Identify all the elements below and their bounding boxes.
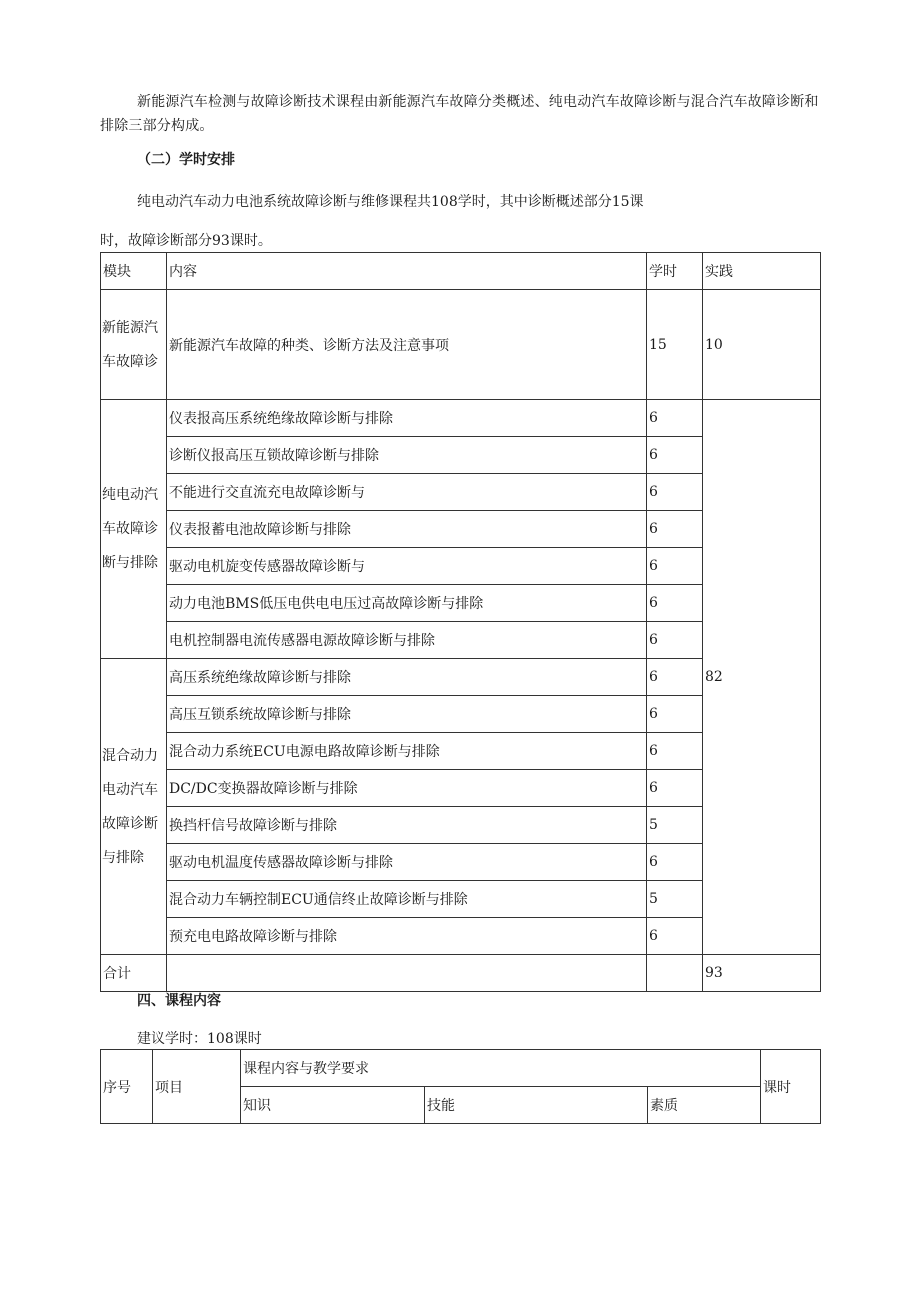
content-cell: 新能源汽车故障的种类、诊断方法及注意事项 bbox=[167, 290, 647, 400]
header-quality: 素质 bbox=[648, 1087, 761, 1124]
practice-merged-cell: 82 bbox=[703, 400, 821, 955]
table-header-row bbox=[101, 1050, 821, 1087]
header-skill: 技能 bbox=[425, 1087, 648, 1124]
content-cell: 预充电电路故障诊断与排除 bbox=[167, 918, 647, 955]
total-content-cell bbox=[167, 955, 647, 992]
header-hours: 课时 bbox=[761, 1050, 821, 1124]
content-cell: 诊断仪报高压互锁故障诊断与排除 bbox=[167, 437, 647, 474]
content-cell: 仪表报蓄电池故障诊断与排除 bbox=[167, 511, 647, 548]
header-module: 模块 bbox=[101, 253, 167, 290]
hours-cell: 6 bbox=[647, 844, 703, 881]
header-project: 项目 bbox=[153, 1050, 241, 1124]
header-requirements: 课程内容与教学要求 bbox=[241, 1050, 761, 1087]
table-header-row bbox=[101, 253, 821, 290]
suggested-hours: 建议学时：108课时 bbox=[137, 1031, 262, 1047]
hours-cell: 6 bbox=[647, 474, 703, 511]
header-content: 内容 bbox=[167, 253, 647, 290]
content-cell: 动力电池BMS低压电供电电压过高故障诊断与排除 bbox=[167, 585, 647, 622]
hours-cell: 6 bbox=[647, 400, 703, 437]
section-hours-title: （二）学时安排 bbox=[137, 152, 235, 168]
hours-table bbox=[100, 252, 821, 992]
content-cell: 混合动力车辆控制ECU通信终止故障诊断与排除 bbox=[167, 881, 647, 918]
hours-cell: 6 bbox=[647, 918, 703, 955]
content-cell: DC/DC变换器故障诊断与排除 bbox=[167, 770, 647, 807]
hours-cell: 6 bbox=[647, 622, 703, 659]
hours-cell: 5 bbox=[647, 807, 703, 844]
total-row bbox=[101, 955, 821, 992]
practice-cell: 10 bbox=[703, 290, 821, 400]
table-row bbox=[101, 290, 821, 400]
table-row bbox=[101, 400, 821, 437]
module-cell: 新能源汽 车故障诊 bbox=[101, 290, 167, 400]
content-cell: 电机控制器电流传感器电源故障诊断与排除 bbox=[167, 622, 647, 659]
hours-cell: 6 bbox=[647, 437, 703, 474]
header-seq: 序号 bbox=[101, 1050, 153, 1124]
content-cell: 换挡杆信号故障诊断与排除 bbox=[167, 807, 647, 844]
total-label: 合计 bbox=[101, 955, 167, 992]
hours-cell: 6 bbox=[647, 770, 703, 807]
module-cell: 纯电动汽 车故障诊 断与排除 bbox=[101, 400, 167, 659]
total-practice: 93 bbox=[703, 955, 821, 992]
hours-cell: 6 bbox=[647, 659, 703, 696]
content-cell: 驱动电机旋变传感器故障诊断与 bbox=[167, 548, 647, 585]
header-practice: 实践 bbox=[703, 253, 821, 290]
hours-cell: 6 bbox=[647, 511, 703, 548]
intro-paragraph: 新能源汽车检测与故障诊断技术课程由新能源汽车故障分类概述、纯电动汽车故障诊断与混合汽车故障诊断和排除三部分构成。 bbox=[100, 94, 819, 134]
section-content-title: 四、课程内容 bbox=[137, 993, 221, 1009]
module-cell: 混合动力 电动汽车 故障诊断 与排除 bbox=[101, 659, 167, 955]
content-cell: 混合动力系统ECU电源电路故障诊断与排除 bbox=[167, 733, 647, 770]
hours-cell: 5 bbox=[647, 881, 703, 918]
hours-cell: 6 bbox=[647, 548, 703, 585]
content-cell: 驱动电机温度传感器故障诊断与排除 bbox=[167, 844, 647, 881]
hours-description-line1: 纯电动汽车动力电池系统故障诊断与维修课程共108学时，其中诊断概述部分15课 bbox=[137, 194, 644, 210]
total-hours-cell bbox=[647, 955, 703, 992]
hours-cell: 6 bbox=[647, 585, 703, 622]
course-content-table bbox=[100, 1049, 821, 1124]
hours-cell: 15 bbox=[647, 290, 703, 400]
header-hours: 学时 bbox=[647, 253, 703, 290]
content-cell: 高压互锁系统故障诊断与排除 bbox=[167, 696, 647, 733]
hours-cell: 6 bbox=[647, 696, 703, 733]
hours-cell: 6 bbox=[647, 733, 703, 770]
hours-description-line2: 时，故障诊断部分93课时。 bbox=[100, 233, 272, 249]
content-cell: 不能进行交直流充电故障诊断与 bbox=[167, 474, 647, 511]
content-cell: 仪表报高压系统绝缘故障诊断与排除 bbox=[167, 400, 647, 437]
header-knowledge: 知识 bbox=[241, 1087, 425, 1124]
content-cell: 高压系统绝缘故障诊断与排除 bbox=[167, 659, 647, 696]
